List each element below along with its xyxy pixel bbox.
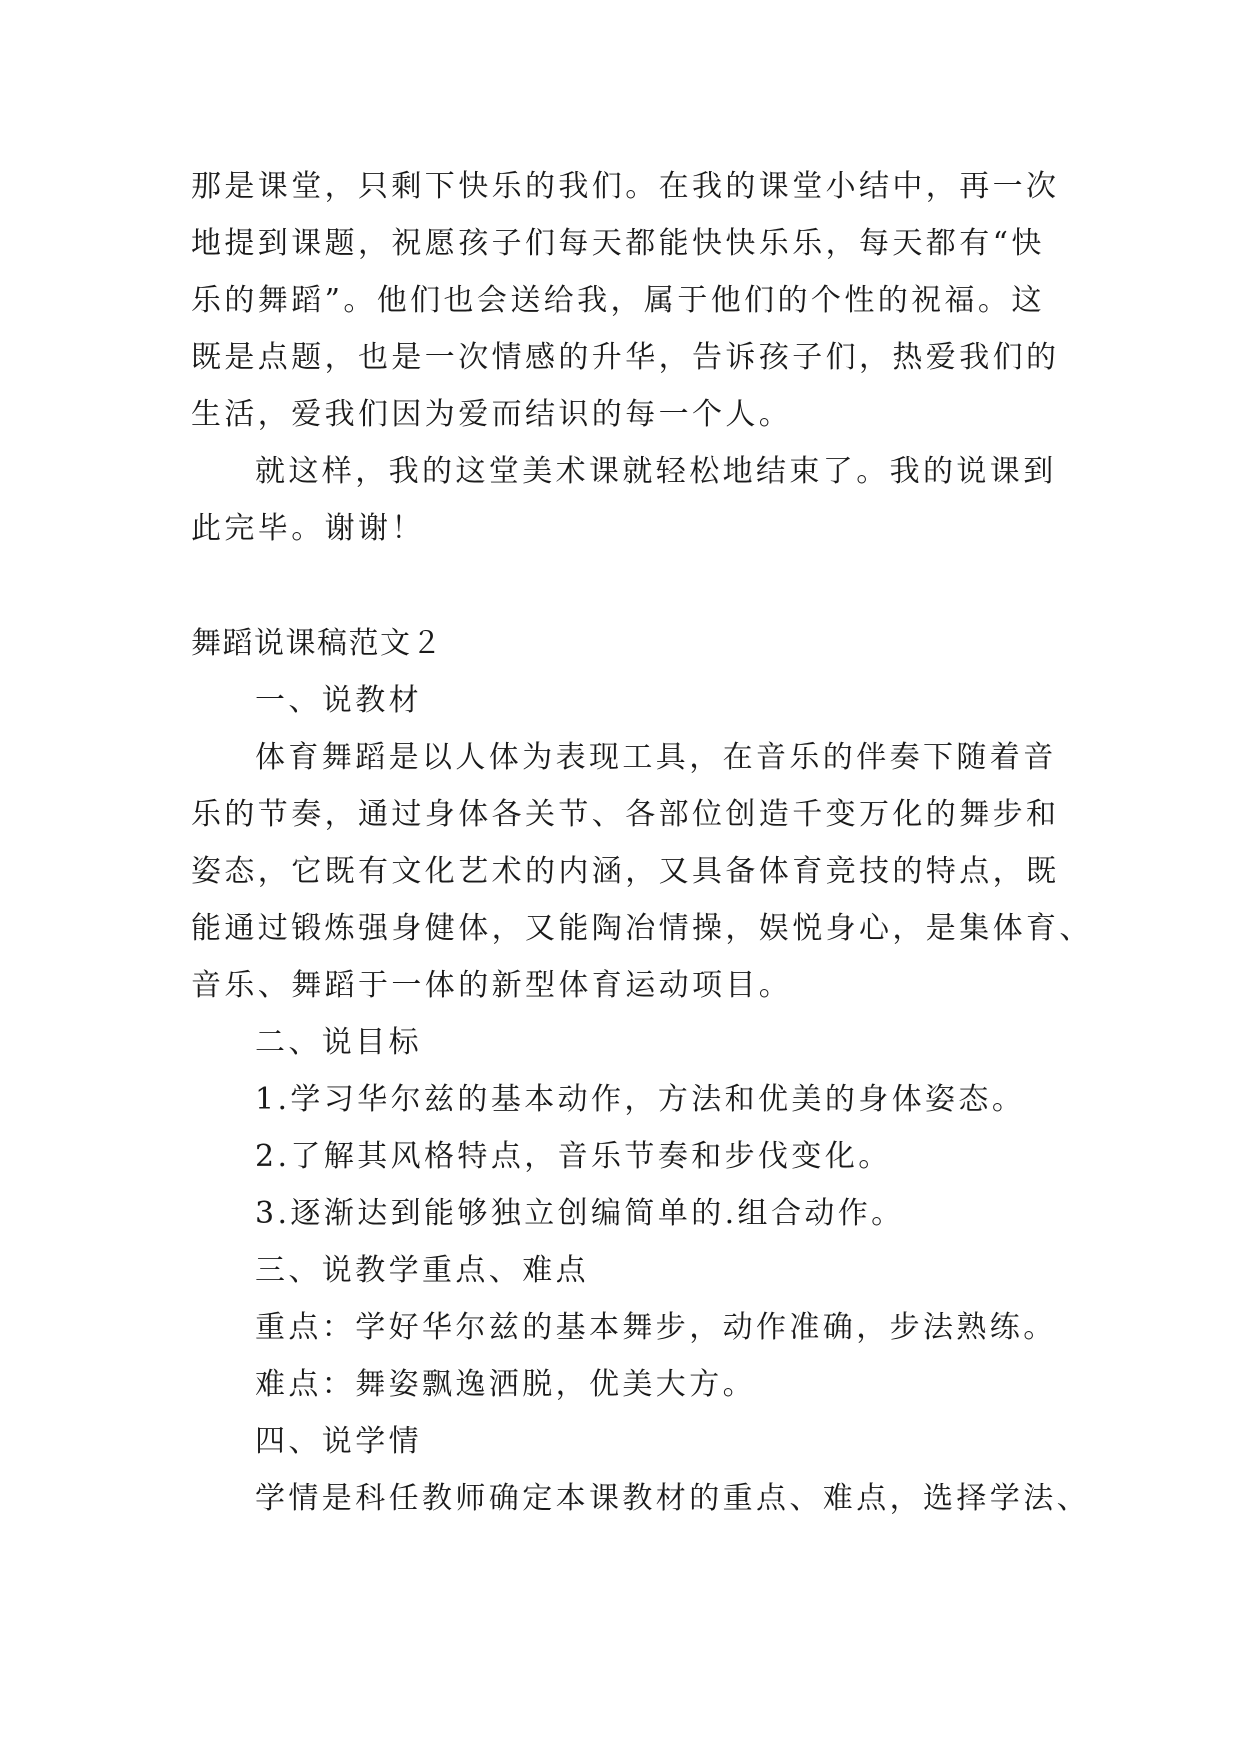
paragraph-line: 重点：学好华尔兹的基本舞步，动作准确，步法熟练。 — [255, 1310, 1057, 1345]
paragraph-line: 就这样，我的这堂美术课就轻松地结束了。我的说课到 — [255, 454, 1057, 489]
paragraph-line: 体育舞蹈是以人体为表现工具，在音乐的伴奏下随着音 — [255, 740, 1057, 775]
list-item: 3.逐渐达到能够独立创编简单的.组合动作。 — [255, 1196, 905, 1231]
paragraph-line: 乐的节奏，通过身体各关节、各部位创造千变万化的舞步和 — [191, 797, 1060, 832]
paragraph-line: 既是点题，也是一次情感的升华，告诉孩子们，热爱我们的 — [191, 340, 1060, 375]
section-title: 舞蹈说课稿范文２ — [191, 626, 443, 661]
list-item: 2.了解其风格特点，音乐节奏和步伐变化。 — [255, 1139, 892, 1174]
subheading: 三、说教学重点、难点 — [255, 1253, 589, 1288]
paragraph-line: 乐的舞蹈”。他们也会送给我，属于他们的个性的祝福。这 — [191, 283, 1045, 318]
paragraph-line: 能通过锻炼强身健体，又能陶冶情操，娱悦身心，是集体育、 — [191, 911, 1093, 946]
paragraph-line: 此完毕。谢谢！ — [191, 511, 425, 546]
paragraph-line: 学情是科任教师确定本课教材的重点、难点，选择学法、 — [255, 1481, 1090, 1516]
paragraph-line: 生活，爱我们因为爱而结识的每一个人。 — [191, 397, 793, 432]
list-item: 1.学习华尔兹的基本动作，方法和优美的身体姿态。 — [255, 1082, 1026, 1117]
paragraph-line: 地提到课题，祝愿孩子们每天都能快快乐乐，每天都有“快 — [191, 226, 1045, 261]
subheading: 二、说目标 — [255, 1025, 422, 1060]
paragraph-line: 音乐、舞蹈于一体的新型体育运动项目。 — [191, 968, 793, 1003]
paragraph-line: 那是课堂，只剩下快乐的我们。在我的课堂小结中，再一次 — [191, 169, 1060, 204]
subheading: 四、说学情 — [255, 1424, 422, 1459]
subheading: 一、说教材 — [255, 683, 422, 718]
paragraph-line: 难点：舞姿飘逸洒脱，优美大方。 — [255, 1367, 756, 1402]
paragraph-line: 姿态，它既有文化艺术的内涵，又具备体育竞技的特点，既 — [191, 854, 1060, 889]
